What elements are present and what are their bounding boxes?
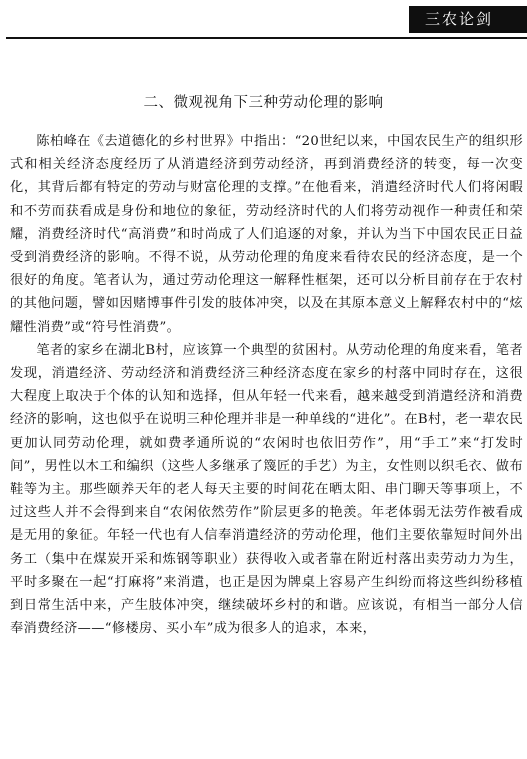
paragraph: 笔者的家乡在湖北B村，应该算一个典型的贫困村。从劳动伦理的角度来看，笔者发现，消遣经济、劳动经济和消费经济三种经济态度在家乡的村落中同时存在，这很大程度上取决于个体的认知和选择，但从年轻一代来看，越来越受到消遣经济和消费经济的影响，这也似乎在说明三种伦理并非是一种单线的“进化”。在B村，老一辈农民更加认同劳动伦理，就如费孝通所说的“农闲时也依旧劳作”，用“手工”来“打发时间”，男性以木工和编织（这些人多继承了篾匠的手艺）为主，女性则以织毛衣、做布鞋等为主。那些颐养天年的老人每天主要的时间花在晒太阳、串门聊天等事项上，不过这些人并不会得到来自“农闲依然劳作”阶层更多的艳羡。年老体弱无法劳作被看成是无用的象征。年轻一代也有人信奉消遣经济的劳动伦理，他们主要依靠短时间外出务工（集中在煤炭开采和炼钢等职业）获得收入或者靠在附近村落出卖劳动力为生，平时多聚在一起“打麻将”来消遣，也正是因为牌桌上容易产生纠纷而将这些纠纷移植到日常生活中来，产生肢体冲突，继续破坏乡村的和谐。应该说，有相当一部分人信奉消费经济——“修楼房、买小车”成为很多人的追求，本来，	[10, 342, 523, 637]
header-rule	[6, 37, 527, 39]
article-body	[10, 130, 523, 640]
section-tag: 三农论剑	[409, 6, 527, 33]
section-heading: 二、微观视角下三种劳动伦理的影响	[143, 95, 384, 111]
paragraph: 陈柏峰在《去道德化的乡村世界》中指出：“20世纪以来，中国农民生产的组织形式和相关经济态度经历了从消遣经济到劳动经济，再到消费经济的转变，每一次变化，其背后都有特定的劳动与财富伦理的支撑。”在他看来，消遣经济时代人们将闲暇和不劳而获看成是身份和地位的象征，劳动经济时代的人们将劳动视作一种责任和荣耀，消费经济时代“高消费”和时尚成了人们追逐的对象，并认为当下中国农民正日益受到消费经济的影响。不得不说，从劳动伦理的角度来看待农民的经济态度，是一个很好的角度。笔者认为，通过劳动伦理这一解释性框架，还可以分析目前存在于农村的其他问题，譬如因赌博事件引发的肢体冲突，以及在其原本意义上解释农村中的“炫耀性消费”或“符号性消费”。	[10, 134, 523, 335]
